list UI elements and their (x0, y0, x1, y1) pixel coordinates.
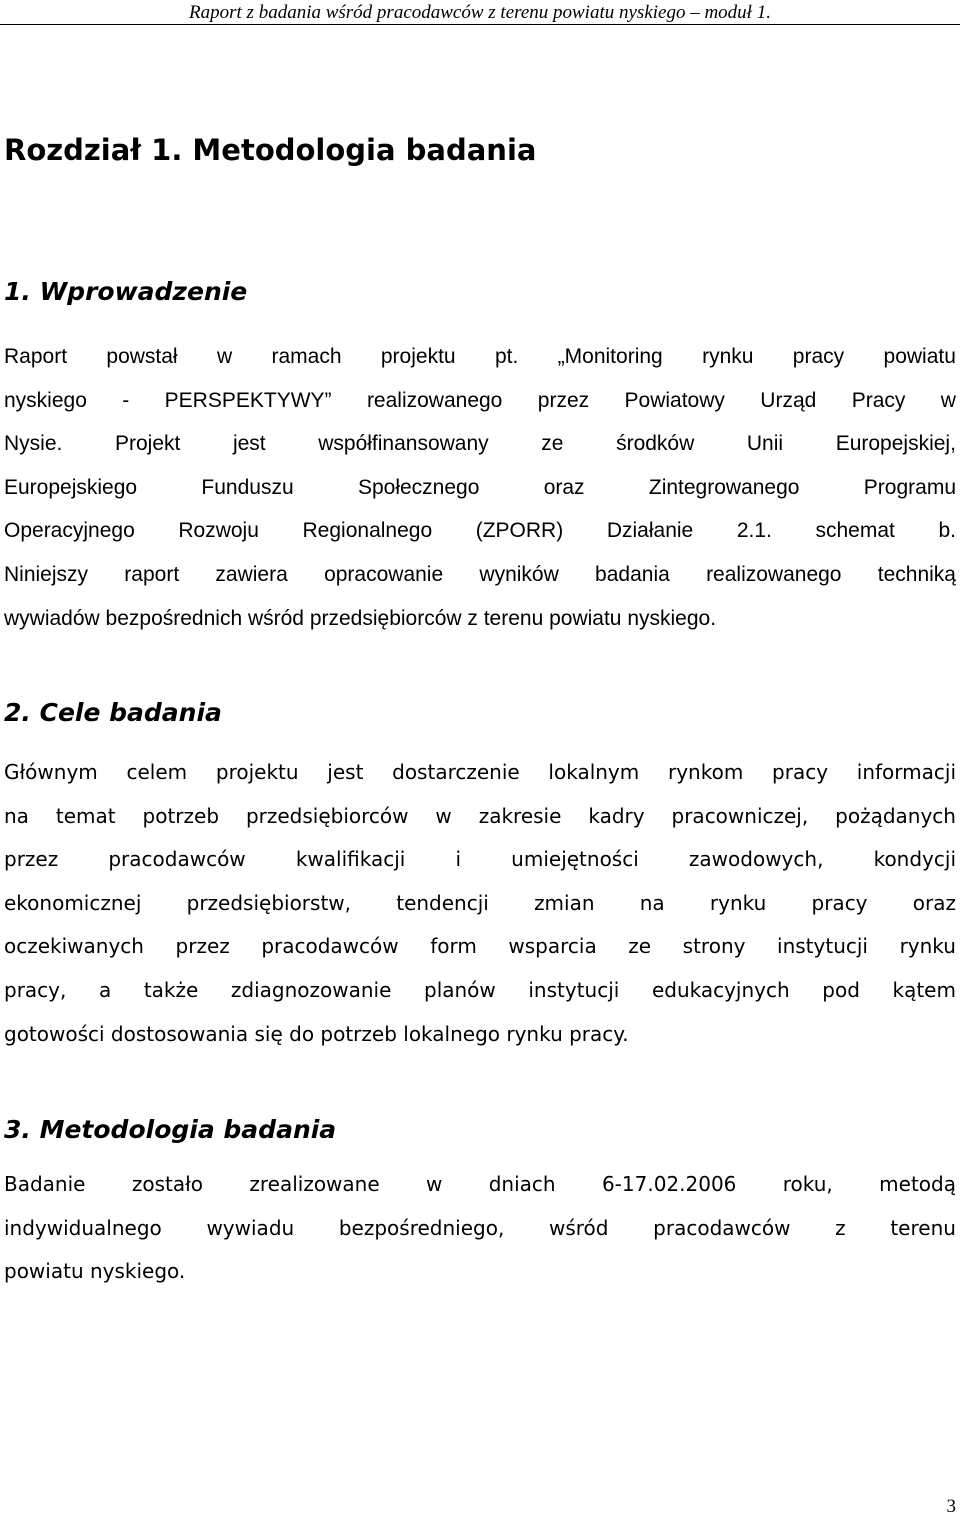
word: zawiera (215, 562, 288, 586)
word: realizowanego (706, 562, 842, 586)
paragraph-line (4, 969, 956, 1013)
word: strony (682, 934, 746, 959)
word: Projekt (114, 432, 181, 456)
word: Społecznego (357, 475, 480, 499)
word: zmian (534, 890, 595, 915)
word: współfinansowany (318, 432, 489, 456)
word: bezpośredniego, (338, 1215, 505, 1240)
word: badania (595, 562, 670, 586)
word: instytucji (777, 934, 868, 959)
word: pracodawców (108, 847, 246, 872)
word: zrealizowane (249, 1172, 380, 1196)
word: pracy (792, 345, 845, 368)
word: projektu (380, 345, 456, 368)
word: dniach (488, 1172, 556, 1196)
paragraph-line: powiatu nyskiego. (4, 1259, 186, 1284)
word: tendencji (396, 890, 489, 915)
word: umiejętności (511, 847, 639, 872)
word: Zintegrowanego (648, 475, 800, 499)
word: lokalnym (548, 760, 640, 784)
word: zostało (131, 1172, 203, 1196)
word: Powiatowy (624, 388, 725, 412)
paragraph-line (4, 379, 956, 423)
word: „Monitoring (557, 345, 663, 368)
section-heading-wprowadzenie: 1. Wprowadzenie (4, 277, 248, 306)
word: projektu (215, 760, 299, 784)
word: dostarczenie (392, 760, 520, 784)
word: przedsiębiorstw, (186, 890, 352, 915)
word: metodą (879, 1172, 956, 1196)
word: oraz (543, 475, 585, 499)
word: w (940, 388, 956, 412)
word: - (122, 388, 130, 412)
chapter-title: Rozdział 1. Metodologia badania (4, 133, 537, 167)
word: terenu (890, 1215, 956, 1240)
paragraph-line (4, 882, 956, 926)
paragraph-line: gotowości dostosowania się do potrzeb lokalnego rynku pracy. (4, 1021, 629, 1046)
word: kwalifikacji (295, 847, 406, 872)
paragraph-line (4, 925, 956, 969)
word: Głównym (4, 760, 98, 784)
word: w (426, 1172, 443, 1196)
word: form (430, 934, 477, 959)
page-number: 3 (946, 1496, 956, 1517)
word: w (216, 345, 233, 368)
word: Europejskiej, (835, 432, 956, 456)
word: rynku (702, 345, 754, 368)
word: ramach (271, 345, 342, 368)
word: i (455, 847, 462, 872)
word: pod (822, 977, 860, 1002)
word: pracy (772, 760, 829, 784)
word: celem (126, 760, 188, 784)
running-header (0, 0, 960, 25)
word: (ZPORR) (475, 519, 564, 543)
word: Działanie (606, 519, 694, 543)
word: planów (424, 977, 496, 1002)
word: kadry (588, 803, 645, 828)
word: na (639, 890, 665, 915)
word: powstał (106, 345, 178, 368)
word: przedsiębiorców (245, 803, 409, 828)
word: ze (541, 432, 564, 456)
word: kondycji (873, 847, 956, 872)
word: pracowniczej, (671, 803, 809, 828)
paragraph-metodologia (4, 1163, 956, 1294)
word: powiatu (883, 345, 956, 368)
word: rynku (709, 890, 767, 915)
word: zdiagnozowanie (230, 977, 392, 1002)
word: Raport (4, 345, 68, 368)
word: opracowanie (324, 562, 444, 586)
word: indywidualnego (4, 1215, 162, 1240)
word: PERSPEKTYWY” (164, 388, 332, 412)
word: nyskiego (4, 388, 87, 412)
paragraph-line (4, 553, 956, 597)
word: pracodawców (261, 934, 399, 959)
paragraph-line (4, 509, 956, 553)
paragraph-line (4, 1207, 956, 1251)
word: Rozwoju (178, 519, 259, 543)
word: jest (327, 760, 364, 784)
word: wyników (479, 562, 559, 586)
word: wywiadu (206, 1215, 295, 1240)
word: na (4, 803, 29, 828)
word: oczekiwanych (4, 934, 144, 959)
word: pożądanych (835, 803, 956, 828)
paragraph-line (4, 795, 956, 839)
word: oraz (912, 890, 956, 915)
word: pt. (494, 345, 519, 368)
word: środków (616, 432, 695, 456)
word: przez (175, 934, 230, 959)
word: Funduszu (201, 475, 294, 499)
word: kątem (892, 977, 956, 1002)
word: w (435, 803, 452, 828)
word: ze (628, 934, 652, 959)
word: przez (537, 388, 590, 412)
word: potrzeb (142, 803, 220, 828)
word: ekonomicznej (4, 890, 142, 915)
section-heading-cele: 2. Cele badania (4, 698, 222, 727)
word: realizowanego (366, 388, 503, 412)
word: temat (55, 803, 116, 828)
word: jest (232, 432, 266, 456)
paragraph-line (4, 422, 956, 466)
word: Urząd (760, 388, 817, 412)
word: techniką (877, 562, 956, 586)
word: Nysie. (4, 432, 63, 456)
paragraph-wprowadzenie (4, 335, 956, 640)
word: edukacyjnych (651, 977, 790, 1002)
word: raport (124, 562, 180, 586)
word: zawodowych, (688, 847, 824, 872)
word: pracy, (4, 977, 67, 1002)
word: Europejskiego (4, 475, 138, 499)
word: rynkom (667, 760, 744, 784)
word: Pracy (851, 388, 906, 412)
word: informacji (856, 760, 956, 784)
paragraph-cele (4, 751, 956, 1056)
word: Operacyjnego (4, 519, 135, 543)
word: wśród (549, 1215, 609, 1240)
word: pracy (811, 890, 868, 915)
word: 2.1. (736, 519, 772, 543)
word: z (835, 1215, 846, 1240)
word: wsparcia (508, 934, 597, 959)
word: schemat (815, 519, 895, 543)
word: 6-17.02.2006 (601, 1172, 737, 1196)
paragraph-line (4, 335, 956, 379)
paragraph-line (4, 1163, 956, 1207)
running-header-title: Raport z badania wśród pracodawców z terenu powiatu nyskiego – moduł 1. (189, 2, 771, 23)
word: instytucji (528, 977, 620, 1002)
paragraph-line (4, 751, 956, 795)
word: Programu (863, 475, 956, 499)
word: b. (938, 519, 956, 543)
word: Niniejszy (4, 562, 89, 586)
paragraph-line: wywiadów bezpośrednich wśród przedsiębiorców z terenu powiatu nyskiego. (4, 606, 717, 630)
section-heading-metodologia: 3. Metodologia badania (4, 1115, 337, 1144)
paragraph-line (4, 466, 956, 510)
word: rynku (899, 934, 956, 959)
paragraph-line (4, 838, 956, 882)
word: roku, (782, 1172, 833, 1196)
word: Badanie (4, 1172, 86, 1196)
word: zakresie (478, 803, 562, 828)
word: także (143, 977, 199, 1002)
word: Unii (746, 432, 784, 456)
word: pracodawców (653, 1215, 791, 1240)
word: przez (4, 847, 59, 872)
word: a (98, 977, 112, 1002)
word: Regionalnego (302, 519, 433, 543)
